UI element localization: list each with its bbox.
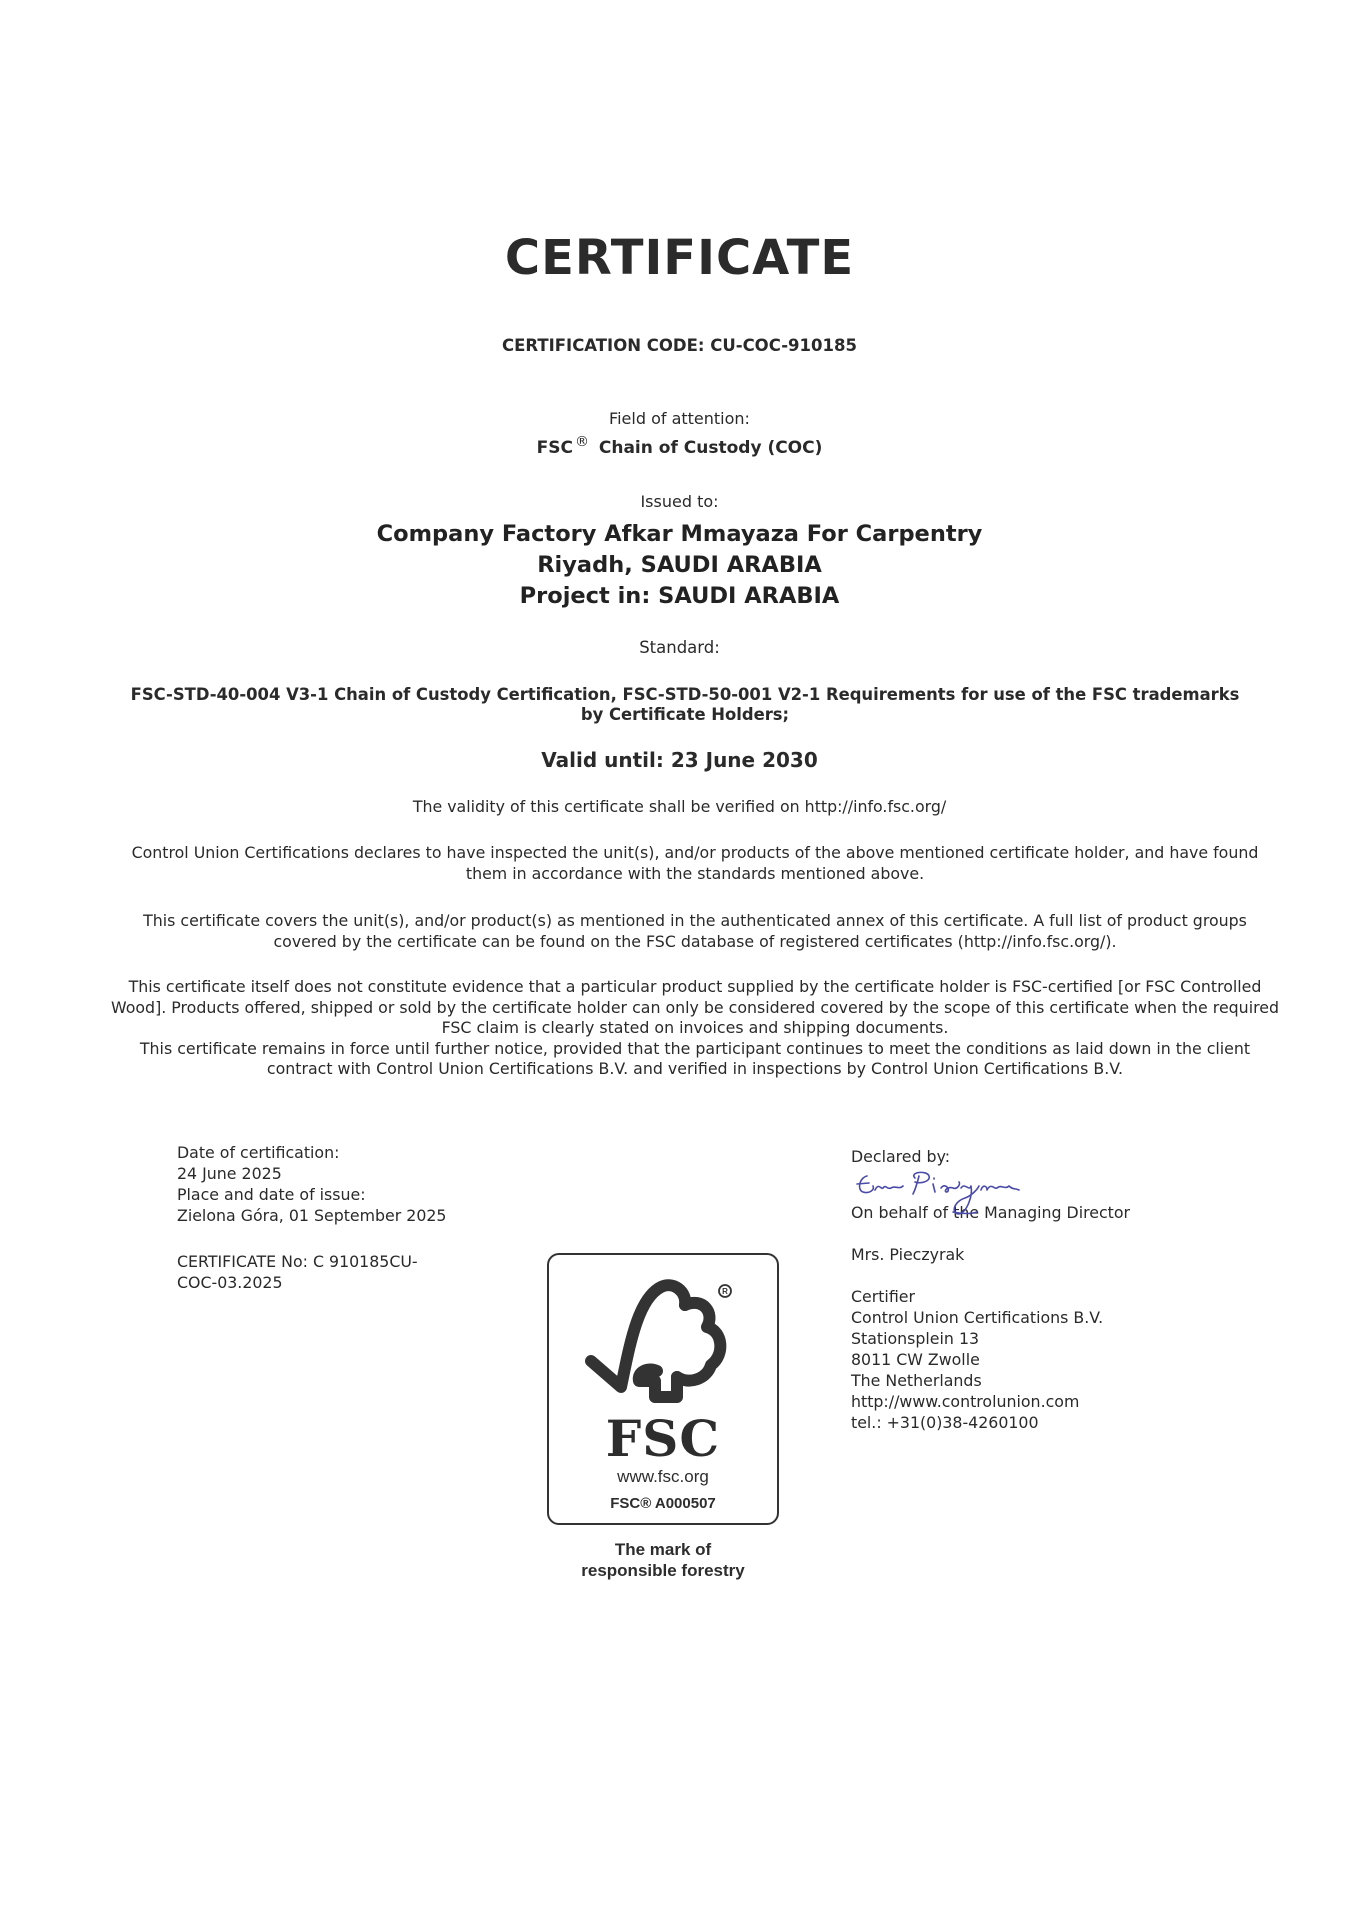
- validity-conditions: This certificate remains in force until further notice, provided that the participant continues to meet the conditions as laid down in the client contract with Control Union Certifications B.V. and verified in inspections by Control Union Certifications B.V.: [139, 1038, 1251, 1078]
- fsc-url[interactable]: www.fsc.org: [617, 1467, 709, 1486]
- valid-until: Valid until: 23 June 2030: [541, 748, 818, 772]
- standard-label: Standard:: [639, 638, 720, 657]
- certifier-phone: tel.: +31(0)38-4260100: [851, 1413, 1039, 1432]
- fsc-checkmark-tree-icon: [577, 1269, 757, 1419]
- place-date-issue: Zielona Góra, 01 September 2025: [177, 1206, 447, 1225]
- declared-by-label: Declared by:: [851, 1147, 951, 1166]
- certifier-country: The Netherlands: [851, 1371, 982, 1390]
- coverage-paragraph: This certificate covers the unit(s), and/or product(s) as mentioned in the authenticated annex of this certificate. A full list of product groups covered by the certificate can be found on the FSC database of registered certificates (http://info.fsc.org/).: [143, 911, 1247, 951]
- fsc-tagline: The mark of responsible forestry: [581, 1540, 745, 1580]
- holder-company-name: Company Factory Afkar Mmayaza For Carpentry: [376, 521, 983, 547]
- certifier-website[interactable]: http://www.controlunion.com: [851, 1392, 1080, 1411]
- field-of-attention-value: [0, 434, 1359, 458]
- on-behalf-text: On behalf of the Managing Director: [851, 1203, 1131, 1222]
- certificate-number: CERTIFICATE No: C 910185CU- COC-03.2025: [177, 1252, 418, 1292]
- certifier-name: Control Union Certifications B.V.: [851, 1308, 1104, 1327]
- certificate-title: CERTIFICATE: [504, 230, 855, 286]
- fsc-license-code: FSC® A000507: [610, 1495, 716, 1512]
- certifier-label: Certifier: [851, 1287, 915, 1306]
- evidence-disclaimer: This certificate itself does not constitute evidence that a particular product supplied by the certificate holder is FSC-certified [or FSC Controlled Wood]. Products offered, shipped or sold by the certificate holder can only be considered covered by the scope of this certificate when the required FSC claim is clearly stated on invoices and shipping documents.: [111, 977, 1279, 1037]
- fsc-wordmark: FSC: [605, 1409, 721, 1468]
- certifier-city: 8011 CW Zwolle: [851, 1350, 980, 1369]
- verification-note: The validity of this certificate shall be verified on http://info.fsc.org/: [412, 797, 947, 816]
- standard-text: FSC-STD-40-004 V3-1 Chain of Custody Certification, FSC-STD-50-001 V2-1 Requirements for use of the FSC trademarks by Certificate Holders;: [130, 685, 1240, 724]
- holder-project: Project in: SAUDI ARABIA: [519, 583, 840, 609]
- handwritten-signature: [853, 1168, 1083, 1238]
- holder-location: Riyadh, SAUDI ARABIA: [537, 552, 822, 578]
- field-of-attention-text: Chain of Custody (COC): [598, 438, 823, 458]
- issued-to-label: Issued to:: [640, 492, 719, 511]
- place-date-issue-label: Place and date of issue:: [177, 1185, 366, 1204]
- fsc-brand: FSC: [536, 438, 573, 458]
- svg-text:R: R: [722, 1287, 728, 1296]
- certification-code: CERTIFICATION CODE: CU-COC-910185: [502, 336, 857, 355]
- field-of-attention-label: Field of attention:: [609, 409, 750, 428]
- certifier-street: Stationsplein 13: [851, 1329, 980, 1348]
- certificate-holder: [0, 519, 1359, 612]
- inspection-declaration-paragraph: Control Union Certifications declares to have inspected the unit(s), and/or products of the above mentioned certificate holder, and have found them in accordance with the standards mentioned above.: [131, 843, 1259, 883]
- fsc-logo: [547, 1253, 779, 1525]
- signatory-name: Mrs. Pieczyrak: [851, 1245, 965, 1264]
- date-of-certification-label: Date of certification:: [177, 1143, 340, 1162]
- disclaimer-paragraph: [110, 977, 1280, 1080]
- certification-details: [177, 1142, 497, 1293]
- date-of-certification: 24 June 2025: [177, 1164, 282, 1183]
- registered-mark-icon: ®: [574, 434, 589, 450]
